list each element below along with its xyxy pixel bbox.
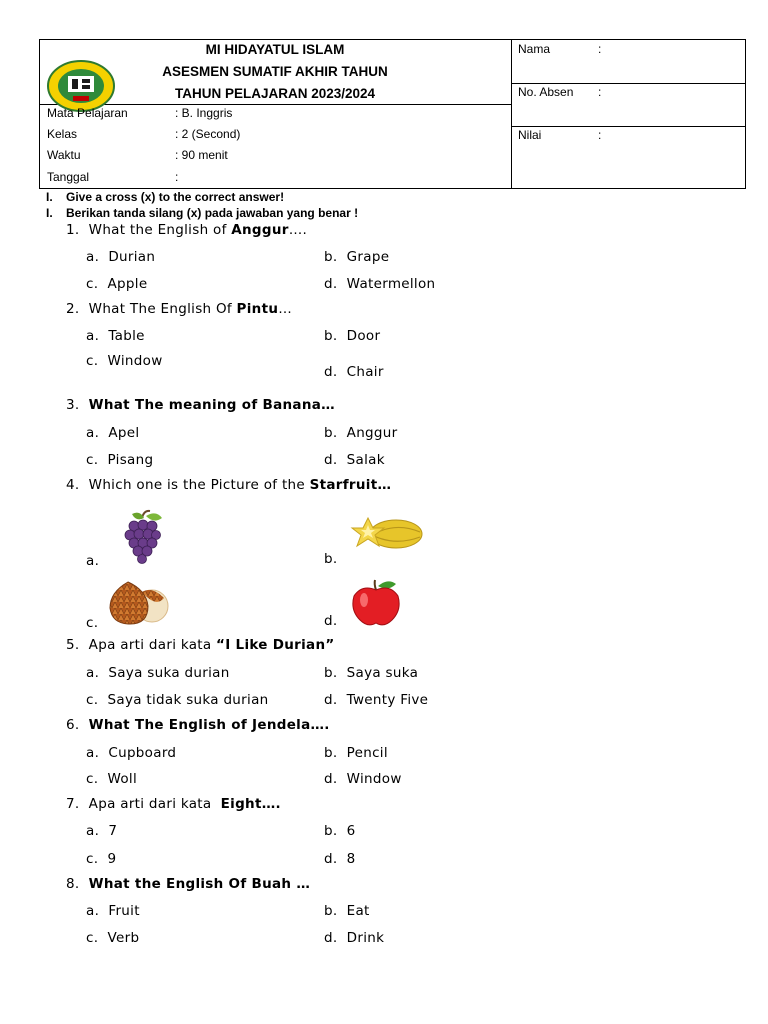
question-keyword: Starfruit… [309,477,392,493]
field-label-number: No. Absen [518,85,574,99]
field-value-date: : [175,170,179,184]
option-letter: c. [86,930,99,946]
option-text: 9 [107,851,117,867]
option-letter: d. [324,692,338,708]
option-letter: b. [324,745,338,761]
field-label-time: Waktu [47,148,81,162]
option-letter: c. [86,353,99,369]
option-text: Anggur [346,425,398,441]
option-text: Saya suka durian [108,665,230,681]
option-text: Apel [108,425,140,441]
option-letter: a. [86,249,100,265]
option-3b[interactable] [324,425,398,441]
option-text: 7 [108,823,118,839]
option-letter: a. [86,745,100,761]
header-divider [511,39,512,189]
field-value-score: : [598,128,602,142]
question-4 [66,477,391,493]
option-text: Fruit [108,903,140,919]
option-3c[interactable] [86,452,153,468]
option-text: Verb [107,930,140,946]
option-letter: a. [86,425,100,441]
question-text: Which one is the Picture of the [88,477,310,493]
field-value-name: : [598,42,602,56]
question-5 [66,637,335,653]
option-letter: b. [324,249,338,265]
option-1d[interactable] [324,276,435,292]
option-5d[interactable] [324,692,428,708]
option-letter: d. [324,276,338,292]
option-letter: d. [324,930,338,946]
option-letter: a. [86,665,100,681]
question-number: 6. [66,717,80,733]
option-6c[interactable] [86,771,137,787]
option-letter: b. [324,551,338,567]
option-text: Eat [346,903,370,919]
option-3d[interactable] [324,452,385,468]
option-7c[interactable] [86,851,116,867]
field-label-date: Tanggal [47,170,90,184]
option-1b[interactable] [324,249,389,265]
option-letter: a. [86,553,100,569]
option-2c[interactable] [86,353,163,369]
salak-icon[interactable] [106,578,170,626]
exam-title: ASESMEN SUMATIF AKHIR TAHUN [162,64,388,79]
option-text: Chair [346,364,384,380]
header-rule [511,83,746,84]
option-letter: c. [86,452,99,468]
field-value-subject: : B. Inggris [175,106,233,120]
option-letter: b. [324,665,338,681]
option-letter: c. [86,771,99,787]
question-keyword: What The meaning of Banana… [88,397,335,413]
question-keyword: What The English of Jendela…. [88,717,330,733]
option-6a[interactable] [86,745,176,761]
option-text: Saya suka [346,665,419,681]
option-letter: b. [324,328,338,344]
option-letter: d. [324,452,338,468]
option-letter: c. [86,276,99,292]
question-number: 5. [66,637,80,653]
field-label-class: Kelas [47,127,78,141]
option-text: 6 [346,823,356,839]
question-number: 7. [66,796,80,812]
question-keyword: Anggur [231,222,289,238]
option-8a[interactable] [86,903,140,919]
option-letter: a. [86,328,100,344]
question-suffix: … [278,301,293,317]
apple-icon[interactable] [348,578,404,628]
option-text: Drink [346,930,385,946]
option-text: Cupboard [108,745,177,761]
instruction-id: I. Berikan tanda silang (x) pada jawaban yang benar ! [46,206,359,220]
grape-icon[interactable] [120,508,166,564]
question-2 [66,301,292,317]
question-number: 2. [66,301,80,317]
option-letter: c. [86,851,99,867]
field-value-time: : 90 menit [175,148,228,162]
option-letter: d. [324,771,338,787]
question-text: What the English of [88,222,232,238]
option-text: Twenty Five [346,692,429,708]
option-1c[interactable] [86,276,147,292]
question-text: Apa arti dari kata [88,796,221,812]
header-rule [511,126,746,127]
option-7b[interactable] [324,823,356,839]
option-2a[interactable] [86,328,145,344]
header-table [39,39,746,189]
option-text: Saya tidak suka durian [107,692,269,708]
option-8d[interactable] [324,930,384,946]
question-number: 8. [66,876,80,892]
question-number: 1. [66,222,80,238]
question-suffix: …. [288,222,308,238]
question-3 [66,397,335,413]
question-1 [66,222,307,238]
option-4b[interactable] [324,551,337,567]
academic-year: TAHUN PELAJARAN 2023/2024 [174,86,376,101]
option-8c[interactable] [86,930,139,946]
option-text: Pencil [346,745,388,761]
option-text: Apple [107,276,148,292]
school-name: MI HIDAYATUL ISLAM [205,42,345,57]
option-5a[interactable] [86,665,230,681]
option-4d[interactable] [324,613,337,629]
option-7a[interactable] [86,823,117,839]
option-letter: c. [86,615,99,631]
question-text: Apa arti dari kata [88,637,217,653]
option-text: Window [107,353,163,369]
option-text: Window [346,771,402,787]
question-6 [66,717,330,733]
field-value-class: : 2 (Second) [175,127,241,141]
option-letter: a. [86,823,100,839]
option-text: 8 [346,851,356,867]
field-label-score: Nilai [518,128,542,142]
question-keyword: What the English Of Buah … [88,876,311,892]
starfruit-icon[interactable] [348,504,424,562]
option-letter: c. [86,692,99,708]
question-number: 4. [66,477,80,493]
question-number: 3. [66,397,80,413]
field-label-subject: Mata Pelajaran [47,106,128,120]
option-letter: a. [86,903,100,919]
option-text: Grape [346,249,390,265]
option-text: Table [108,328,145,344]
option-letter: b. [324,425,338,441]
option-letter: d. [324,851,338,867]
option-8b[interactable] [324,903,370,919]
option-2b[interactable] [324,328,380,344]
field-label-name: Nama [518,42,551,56]
option-4a[interactable] [86,553,99,569]
option-letter: d. [324,613,338,629]
option-letter: b. [324,823,338,839]
option-6b[interactable] [324,745,388,761]
option-text: Pisang [107,452,154,468]
option-6d[interactable] [324,771,402,787]
option-text: Door [346,328,381,344]
option-5c[interactable] [86,692,269,708]
question-keyword: Pintu [236,301,279,317]
option-1a[interactable] [86,249,155,265]
option-5b[interactable] [324,665,418,681]
option-7d[interactable] [324,851,356,867]
option-2d[interactable] [324,364,384,380]
question-8 [66,876,310,892]
instruction-en: I. Give a cross (x) to the correct answer! [46,190,285,204]
question-keyword: Eight…. [220,796,281,812]
option-text: Durian [108,249,156,265]
question-text: What The English Of [88,301,237,317]
field-value-number: : [598,85,602,99]
option-text: Woll [107,771,138,787]
option-letter: b. [324,903,338,919]
option-text: Salak [346,452,385,468]
question-keyword: “I Like Durian” [216,637,335,653]
option-3a[interactable] [86,425,139,441]
option-letter: d. [324,364,338,380]
option-text: Watermellon [346,276,436,292]
question-7 [66,796,281,812]
option-4c[interactable] [86,615,98,631]
